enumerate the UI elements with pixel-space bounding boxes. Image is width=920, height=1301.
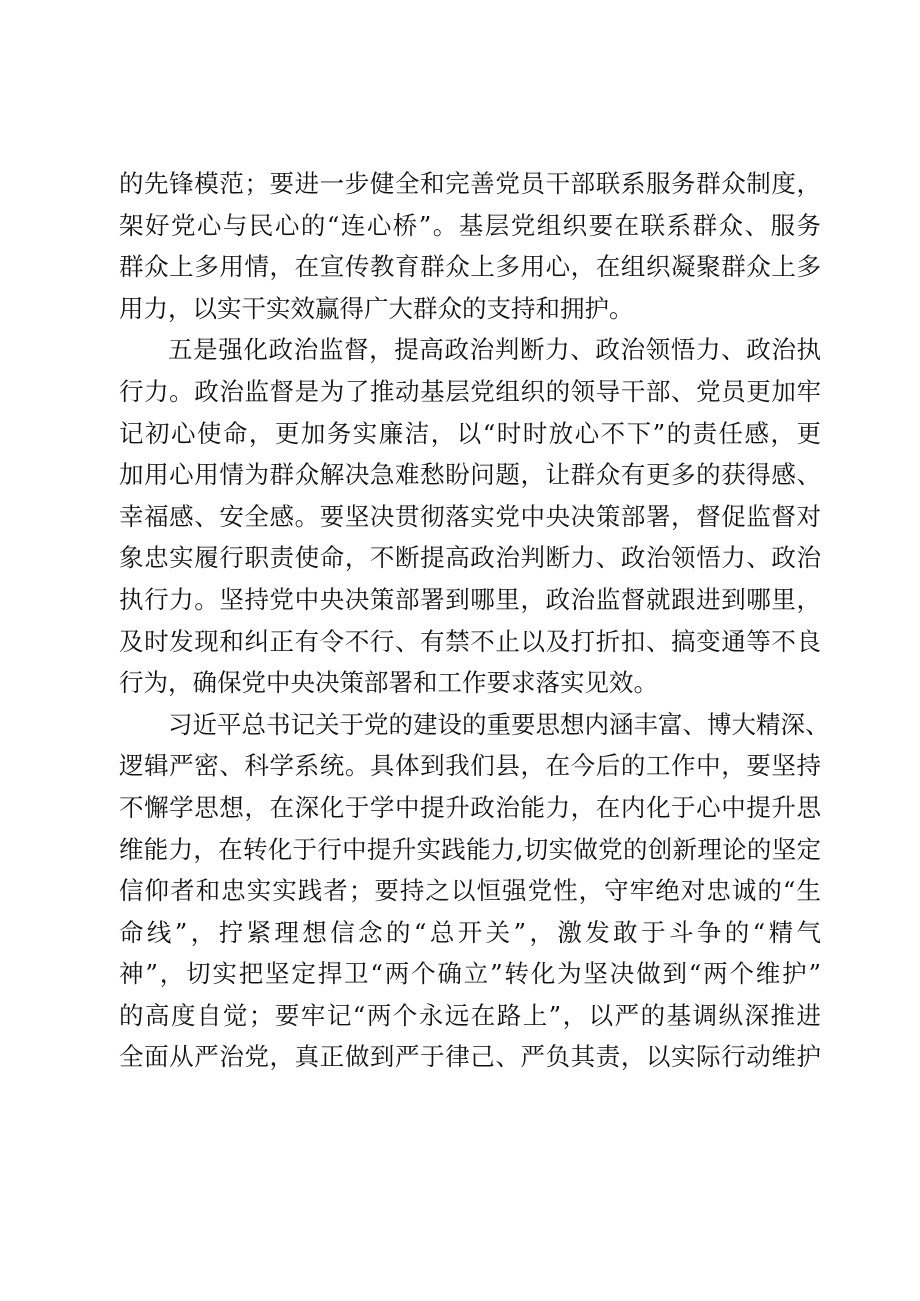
paragraph-3 (119, 704, 830, 1078)
text-line: 的高度自觉；要牢记“两个永远在路上”，以严的基调纵深推进 (119, 1000, 821, 1030)
text-line: 用力，以实干实效赢得广大群众的支持和拥护。 (119, 293, 634, 323)
text-line: 五是强化政治监督，提高政治判断力、政治领悟力、政治执 (168, 335, 821, 365)
text-line: 全面从严治党，真正做到严于律己、严负其责，以实际行动维护 (119, 1042, 821, 1072)
text-line: 行力。政治监督是为了推动基层党组织的领导干部、党员更加牢 (119, 376, 821, 406)
text-line: 不懈学思想，在深化于学中提升政治能力，在内化于心中提升思 (119, 792, 821, 822)
text-line: 及时发现和纠正有令不行、有禁不止以及打折扣、搞变通等不良 (119, 626, 821, 656)
text-line: 信仰者和忠实实践者；要持之以恒强党性，守牢绝对忠诚的“生 (119, 876, 821, 906)
paragraph-2 (119, 329, 821, 703)
text-line: 象忠实履行职责使命，不断提高政治判断力、政治领悟力、政治 (119, 543, 821, 573)
body-text (119, 163, 830, 1078)
paragraph-1 (119, 163, 821, 329)
text-line: 行为，确保党中央决策部署和工作要求落实见效。 (119, 668, 658, 698)
text-line: 群众上多用情，在宣传教育群众上多用心，在组织凝聚群众上多 (119, 252, 821, 282)
text-line: 执行力。坚持党中央决策部署到哪里，政治监督就跟进到哪里， (119, 584, 821, 614)
text-line: 加用心用情为群众解决急难愁盼问题，让群众有更多的获得感、 (119, 460, 821, 490)
text-line: 神”，切实把坚定捍卫“两个确立”转化为坚决做到“两个维护” (119, 959, 821, 989)
text-line: 的先锋模范；要进一步健全和完善党员干部联系服务群众制度， (119, 169, 821, 198)
text-line: 幸福感、安全感。要坚决贯彻落实党中央决策部署，督促监督对 (119, 501, 821, 531)
text-line: 逻辑严密、科学系统。具体到我们县，在今后的工作中，要坚持 (119, 751, 821, 781)
text-line: 维能力，在转化于行中提升实践能力,切实做党的创新理论的坚定 (119, 834, 821, 864)
text-line: 架好党心与民心的“连心桥”。基层党组织要在联系群众、服务 (119, 210, 821, 240)
text-line: 习近平总书记关于党的建设的重要思想内涵丰富、博大精深、 (168, 709, 830, 739)
text-line: 记初心使命，更加务实廉洁，以“时时放心不下”的责任感，更 (119, 418, 821, 448)
text-line: 命线”，拧紧理想信念的“总开关”，激发敢于斗争的“精气 (119, 917, 821, 947)
